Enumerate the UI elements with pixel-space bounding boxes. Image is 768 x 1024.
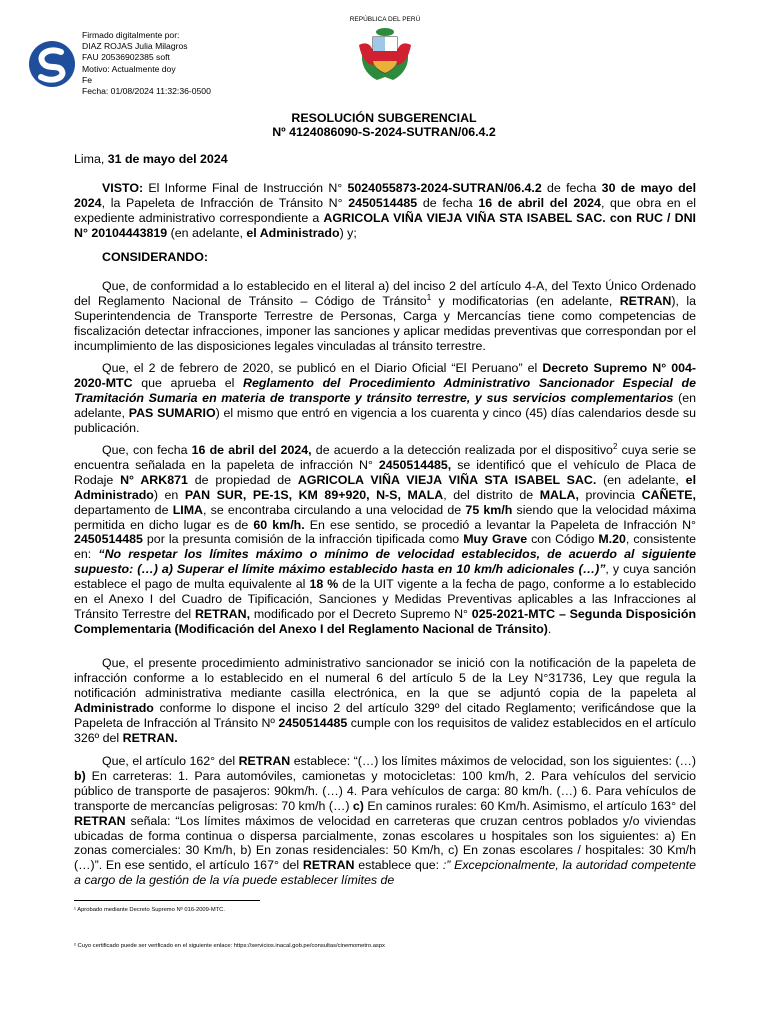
considerando-heading: CONSIDERANDO:	[102, 250, 209, 264]
signature-line: DIAZ ROJAS Julia Milagros	[82, 41, 188, 52]
crest-label: REPÚBLICA DEL PERÚ	[349, 16, 421, 23]
paragraph-1: Que, de conformidad a lo establecido en el literal a) del inciso 2 del artículo 4-A, del Texto Único Ordenado del Reglamento Nacional de Tránsito – Código de Tránsito$^1$ y modificatorias (en adelante, RETRAN), la Superintendencia de Transporte Terrestre de Personas, Carga y Mercancías tiene como competencias de fiscalización detectar infracciones, imponer las sanciones y aplicar medidas preventivas que correspondan por el incumplimiento de las disposiciones legales vinculadas al tránsito terrestre.	[74, 279, 696, 353]
signature-line: Firmado digitalmente por:	[82, 30, 180, 40]
paragraph-2: Que, el 2 de febrero de 2020, se publicó en el Diario Oficial “El Peruano” el Decreto Supremo N° 004-2020-MTC que aprueba el Reglamento del Procedimiento Administrativo Sancionador Especial de Tramitación Sumaria en materia de transporte y tránsito terrestre, y sus servicios complementarios (en adelante, PAS SUMARIO) el mismo que entró en vigencia a los cuarenta y cinco (45) días calendarios desde su publicación.	[74, 361, 697, 435]
paragraph-5: Que, el artículo 162° del RETRAN establece: “(…) los límites máximos de velocidad, son los siguientes: (…) b) En carreteras: 1. Para automóviles, camionetas y motocicletas: 100 km/h, 2. Para vehículos del servicio público de transporte de pasajeros: 90km/h. (…) 4. Para vehículos de carga: 80 km/h. (…) 6. Para vehículos de transporte de mercancías peligrosas: 70 km/h (…) c) En caminos rurales: 60 Km/h. Asimismo, el artículo 163° del RETRAN señala: “Los límites máximos de velocidad en carreteras que cruzan centros poblados y/o viviendas ubicadas de forma continua o dispersa parcialmente, zonas escolares u hospitales son los siguientes: a) En zonas comerciales: 30 Km/h, b) En zonas residenciales: 50 Km/h, c) En zonas escolares / hospitales: 30 Km/h (…)”. En ese sentido, el artículo 167° del RETRAN establece que: :” Excepcionalmente, la autoridad competente a cargo de la gestión de la vía puede establecer límites de	[74, 754, 697, 888]
paragraph-3: Que, con fecha 16 de abril del 2024, de acuerdo a la detección realizada por el dispositivo$^2$ cuya serie se encuentra señalada en la papeleta de infracción N° 2450514485, se identificó que el vehículo de Placa de Rodaje N° ARK871 de propiedad de AGRICOLA VIÑA VIEJA VIÑA STA ISABEL SAC. (en adelante, el Administrado) en PAN SUR, PE-1S, KM 89+920, N-S, MALA, del distrito de MALA, provincia CAÑETE, departamento de LIMA, se encontraba circulando a una velocidad de 75 km/h siendo que la velocidad máxima permitida en dicho lugar es de 60 km/h. En ese sentido, se procedió a levantar la Papeleta de Infracción N° 2450514485 por la presunta comisión de la infracción tipificada como Muy Grave con Código M.20, consistente en: “No respetar los límites máximo o mínimo de velocidad establecidos, de acuerdo al siguiente supuesto: (…) a) Superar el límite máximo establecido hasta en 10 km/h adicionales (…)”, y cuya sanción establece el pago de multa equivalente al 18 % de la UIT vigente a la fecha de pago, conforme a lo establecido en el Anexo I del Cuadro de Tipificación, Sanciones y Medidas Preventivas aplicables a las Infracciones al Tránsito Terrestre del RETRAN, modificado por el Decreto Supremo N° 025-2021-MTC – Segunda Disposición Complementaria (Modificación del Anexo I del Reglamento Nacional de Tránsito).	[74, 441, 697, 636]
signature-line: Motivo: Actualmente doy	[82, 63, 176, 74]
date-line: Lima, 31 de mayo del 2024	[74, 152, 228, 166]
signature-text	[82, 30, 211, 97]
signature-logo-icon	[28, 40, 76, 88]
resolution-number: Nº 4124086090-S-2024-SUTRAN/06.4.2	[272, 125, 496, 139]
resolution-title: RESOLUCIÓN SUBGERENCIAL	[291, 111, 477, 125]
signature-line: Fecha: 01/08/2024 11:32:36-0500	[82, 86, 211, 97]
footnote-ref-1: 1	[426, 292, 432, 302]
footnote-1: ¹ Aprobado mediante Decreto Supremo Nº 016-2009-MTC.	[74, 907, 225, 913]
national-crest	[340, 16, 430, 86]
coat-of-arms-icon	[357, 25, 413, 83]
signature-line: Fe	[82, 74, 93, 85]
footnote-separator	[74, 900, 260, 901]
footnote-ref-2: 2	[612, 441, 618, 451]
visto-paragraph: VISTO: El Informe Final de Instrucción N° 5024055873-2024-SUTRAN/06.4.2 de fecha 30 de mayo del 2024, la Papeleta de Infracción de Tránsito N° 2450514485 de fecha 16 de abril del 2024, que obra en el expediente administrativo correspondiente a AGRICOLA VIÑA VIEJA VIÑA STA ISABEL SAC. con RUC / DNI N° 20104443819 (en adelante, el Administrado) y;	[74, 181, 697, 240]
signature-line: FAU 20536902385 soft	[82, 52, 170, 63]
paragraph-4: Que, el presente procedimiento administrativo sancionador se inició con la notificación de la papeleta de infracción conforme a lo establecido en el numeral 6 del artículo 5 de la Ley N°31736, Ley que regula la notificación administrativa mediante casilla electrónica, en la que se adjuntó copia de la papeleta al Administrado conforme lo dispone el inciso 2 del artículo 329º del citado Reglamento; verificándose que la Papeleta de Infracción al Tránsito Nº 2450514485 cumple con los requisitos de validez establecidos en el artículo 326º del RETRAN.	[74, 656, 696, 745]
date-value: 31 de mayo del 2024	[107, 152, 228, 166]
footnote-2: ² Cuyo certificado puede ser verificado en el siguiente enlace: https://servicios.inacal.gob.pe/consultas/cinemometro.aspx	[74, 943, 385, 949]
digital-signature	[28, 30, 268, 100]
